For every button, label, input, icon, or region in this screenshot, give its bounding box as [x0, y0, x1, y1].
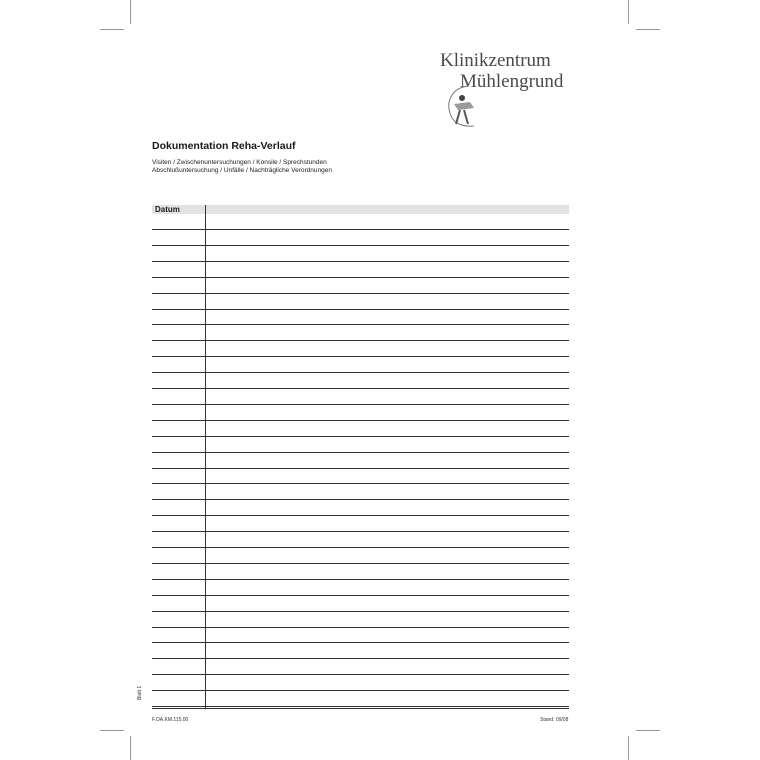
table-row: [152, 563, 569, 564]
datum-header: Datum: [155, 205, 180, 214]
table-row: [152, 690, 569, 691]
table-row: [152, 277, 569, 278]
crop-mark: [130, 0, 131, 24]
crop-mark: [636, 730, 660, 731]
table-row: [152, 706, 569, 707]
table-row: [152, 468, 569, 469]
logo-line-1: Klinikzentrum: [440, 50, 551, 71]
table-row: [152, 404, 569, 405]
crop-mark: [130, 736, 131, 760]
table-row: [152, 515, 569, 516]
table-row: [152, 611, 569, 612]
document-title: Dokumentation Reha-Verlauf: [152, 140, 296, 152]
table-row: [152, 293, 569, 294]
column-separator: [205, 205, 206, 708]
table-row: [152, 356, 569, 357]
table-row: [152, 372, 569, 373]
table-row: [152, 627, 569, 628]
table-row: [152, 229, 569, 230]
table-row: [152, 531, 569, 532]
table-header: [152, 205, 569, 214]
stand-date: Stand: 09/08: [540, 717, 569, 723]
crop-mark: [100, 730, 124, 731]
clinic-figure-logo-icon: [440, 82, 490, 128]
table-row: [152, 674, 569, 675]
table-row: [152, 436, 569, 437]
table-row: [152, 388, 569, 389]
document-subtitle-line-1: Visiten / Zwischenuntersuchungen / Konsile / Sprechstunden: [152, 159, 327, 166]
table-row: [152, 499, 569, 500]
document-subtitle-line-2: Abschlußuntersuchung / Unfälle / Nachträgliche Verordnungen: [152, 167, 332, 174]
table-row: [152, 547, 569, 548]
crop-mark: [628, 0, 629, 24]
sheet-label: Blatt 1: [137, 685, 143, 700]
table-row: [152, 483, 569, 484]
clinic-logo: [440, 50, 580, 130]
table-row: [152, 452, 569, 453]
reha-table: [152, 205, 569, 710]
crop-mark: [628, 736, 629, 760]
table-row: [152, 642, 569, 643]
table-row: [152, 309, 569, 310]
crop-mark: [636, 29, 660, 30]
logo-line-2: Mühlengrund: [460, 71, 564, 92]
table-row: [152, 579, 569, 580]
table-row: [152, 245, 569, 246]
table-row: [152, 324, 569, 325]
table-row: [152, 595, 569, 596]
table-row: [152, 340, 569, 341]
crop-mark: [100, 29, 124, 30]
table-row: [152, 420, 569, 421]
table-row: [152, 261, 569, 262]
form-code: F.OA.KM.115.00: [152, 717, 189, 723]
table-row: [152, 658, 569, 659]
table-bottom-line: [152, 708, 569, 709]
